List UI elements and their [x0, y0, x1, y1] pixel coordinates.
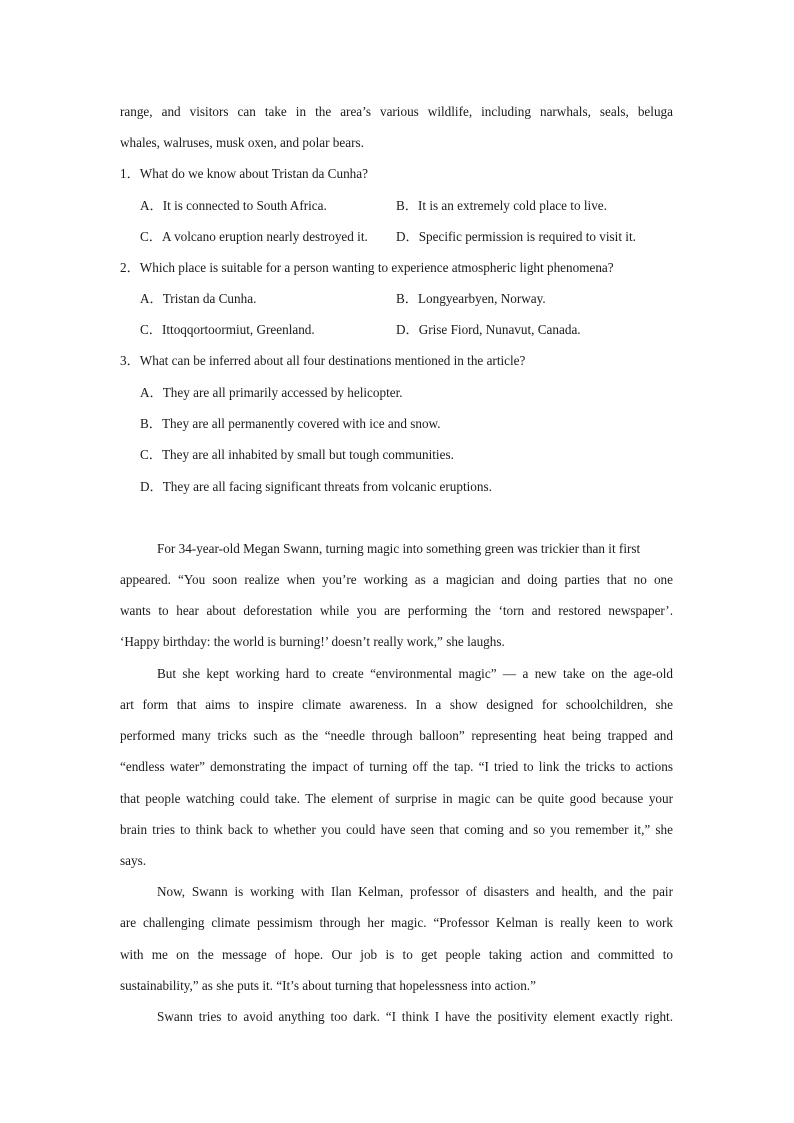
- passage-line: sustainability,” as she puts it. “It’s about turning that hopelessness into action.”: [120, 978, 536, 993]
- question-2-option-b: B．Longyearbyen, Norway.: [396, 291, 546, 306]
- question-2-option-c: C．Ittoqqortoormiut, Greenland.: [140, 322, 315, 337]
- question-3-option-c: C．They are all inhabited by small but tough communities.: [140, 447, 454, 462]
- passage-line: that people watching could take. The element of surprise in magic can be quite good because your: [120, 791, 673, 806]
- passage-line: wants to hear about deforestation while you are performing the ‘torn and restored newspaper’.: [120, 603, 673, 618]
- passage-line: art form that aims to inspire climate awareness. In a show designed for schoolchildren, she: [120, 697, 673, 712]
- passage-line: performed many tricks such as the “needle through balloon” representing heat being trapped and: [120, 728, 673, 743]
- question-1-option-a: A．It is connected to South Africa.: [140, 198, 327, 213]
- passage-line: “endless water” demonstrating the impact of turning off the tap. “I tried to link the tricks to actions: [120, 759, 673, 774]
- intro-line: range, and visitors can take in the area’s various wildlife, including narwhals, seals, beluga: [120, 104, 673, 119]
- question-1-stem: 1．What do we know about Tristan da Cunha?: [120, 166, 368, 181]
- passage-paragraph-3-line: Now, Swann is working with Ilan Kelman, professor of disasters and health, and the pair: [157, 884, 673, 899]
- passage-line: appeared. “You soon realize when you’re working as a magician and doing parties that no one: [120, 572, 673, 587]
- question-3-stem: 3．What can be inferred about all four destinations mentioned in the article?: [120, 353, 526, 368]
- passage-line: are challenging climate pessimism through her magic. “Professor Kelman is really keen to work: [120, 915, 673, 930]
- question-2-option-a: A．Tristan da Cunha.: [140, 291, 257, 306]
- passage-line: with me on the message of hope. Our job is to get people taking action and committed to: [120, 947, 673, 962]
- intro-line: whales, walruses, musk oxen, and polar bears.: [120, 135, 364, 150]
- question-1-option-d: D．Specific permission is required to visit it.: [396, 229, 636, 244]
- question-2-stem: 2．Which place is suitable for a person wanting to experience atmospheric light phenomena?: [120, 260, 614, 275]
- passage-paragraph-1-line: For 34-year-old Megan Swann, turning magic into something green was trickier than it first: [157, 541, 641, 556]
- passage-line: says.: [120, 853, 147, 868]
- question-3-option-a: A．They are all primarily accessed by helicopter.: [140, 385, 403, 400]
- question-3-option-b: B．They are all permanently covered with ice and snow.: [140, 416, 441, 431]
- passage-paragraph-4-line: Swann tries to avoid anything too dark. “I think I have the positivity element exactly right.: [157, 1009, 673, 1024]
- passage-line: brain tries to think back to whether you could have seen that coming and so you remember it,” she: [120, 822, 673, 837]
- question-2-option-d: D．Grise Fiord, Nunavut, Canada.: [396, 322, 581, 337]
- question-1-option-c: C．A volcano eruption nearly destroyed it.: [140, 229, 368, 244]
- question-1-option-b: B．It is an extremely cold place to live.: [396, 198, 607, 213]
- passage-paragraph-2-line: But she kept working hard to create “environmental magic” — a new take on the age-old: [157, 666, 673, 681]
- question-3-option-d: D．They are all facing significant threats from volcanic eruptions.: [140, 479, 492, 494]
- passage-line: ‘Happy birthday: the world is burning!’ doesn’t really work,” she laughs.: [120, 634, 505, 649]
